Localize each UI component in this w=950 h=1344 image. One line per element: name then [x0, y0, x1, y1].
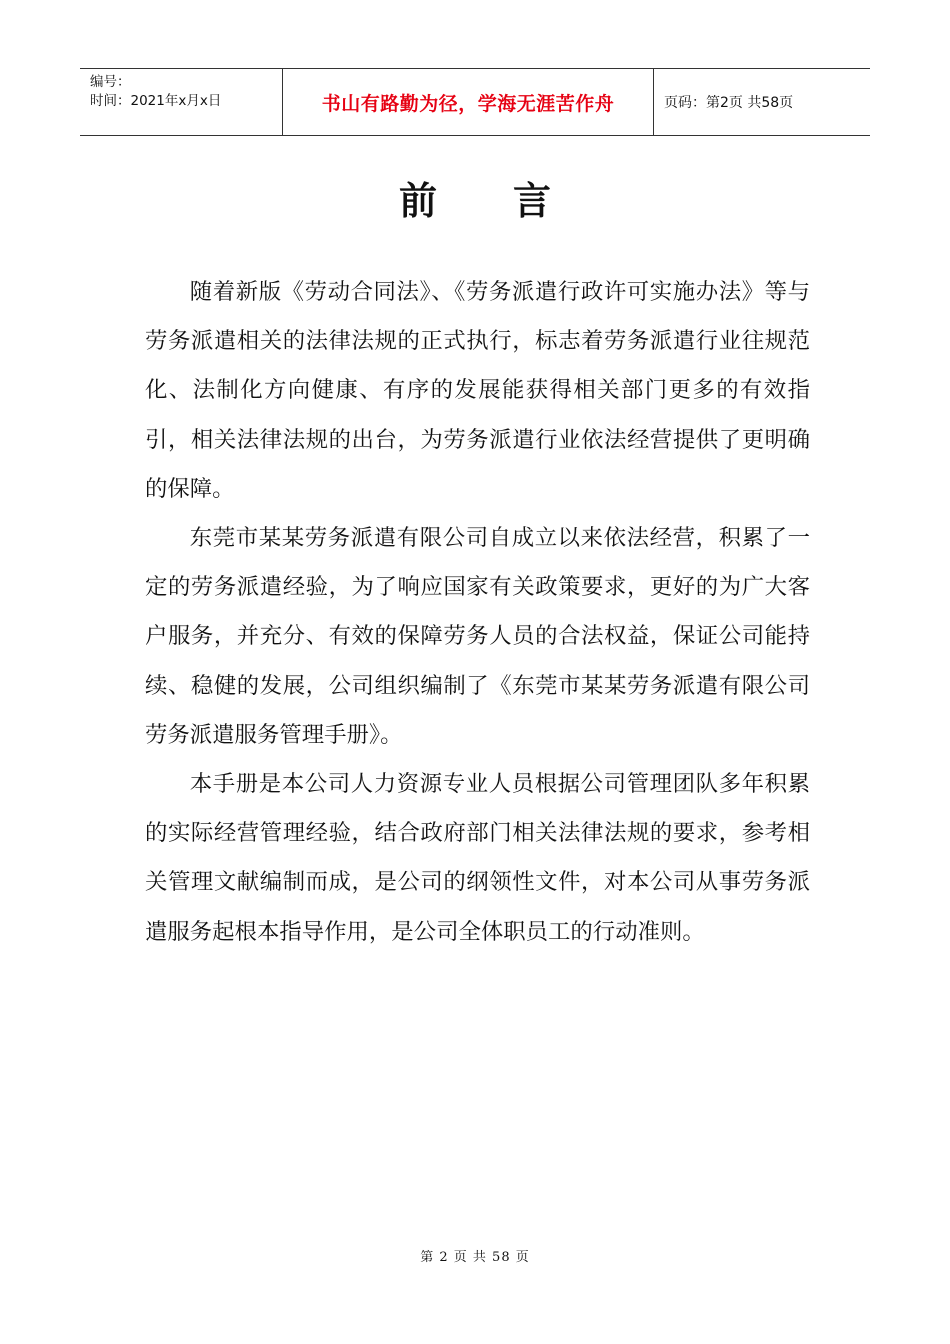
paragraph-3: 本手册是本公司人力资源专业人员根据公司管理团队多年积累的实际经营管理经验，结合政府部门相关法律法规的要求，参考相关管理文献编制而成，是公司的纲领性文件，对本公司从事劳务派遣服务起根本指导作用，是公司全体职员工的行动准则。 [145, 771, 810, 945]
header-motto-cell [282, 69, 654, 135]
header-page-info: 页码：第2页 共58页 [664, 95, 794, 111]
document-number-label: 编号： [90, 74, 131, 90]
header-meta [80, 69, 282, 135]
page-footer: 第 2 页 共 58 页 [420, 1250, 530, 1265]
header-page-cell [654, 69, 870, 135]
header-motto: 书山有路勤为径，学海无涯苦作舟 [321, 92, 615, 115]
paragraph-2: 东莞市某某劳务派遣有限公司自成立以来依法经营，积累了一定的劳务派遣经验，为了响应国家有关政策要求，更好的为广大客户服务，并充分、有效的保障劳务人员的合法权益，保证公司能持续、稳健的发展，公司组织编制了《东莞市某某劳务派遣有限公司劳务派遣服务管理手册》。 [145, 525, 810, 748]
preface-body [145, 268, 810, 957]
page-header [80, 68, 870, 136]
document-time-label: 时间：2021年x月x日 [90, 93, 222, 109]
page-title: 前言 [398, 178, 627, 223]
paragraph-1: 随着新版《劳动合同法》、《劳务派遣行政许可实施办法》等与劳务派遣相关的法律法规的正式执行，标志着劳务派遣行业往规范化、法制化方向健康、有序的发展能获得相关部门更多的有效指引，相关法律法规的出台，为劳务派遣行业依法经营提供了更明确的保障。 [145, 279, 810, 502]
